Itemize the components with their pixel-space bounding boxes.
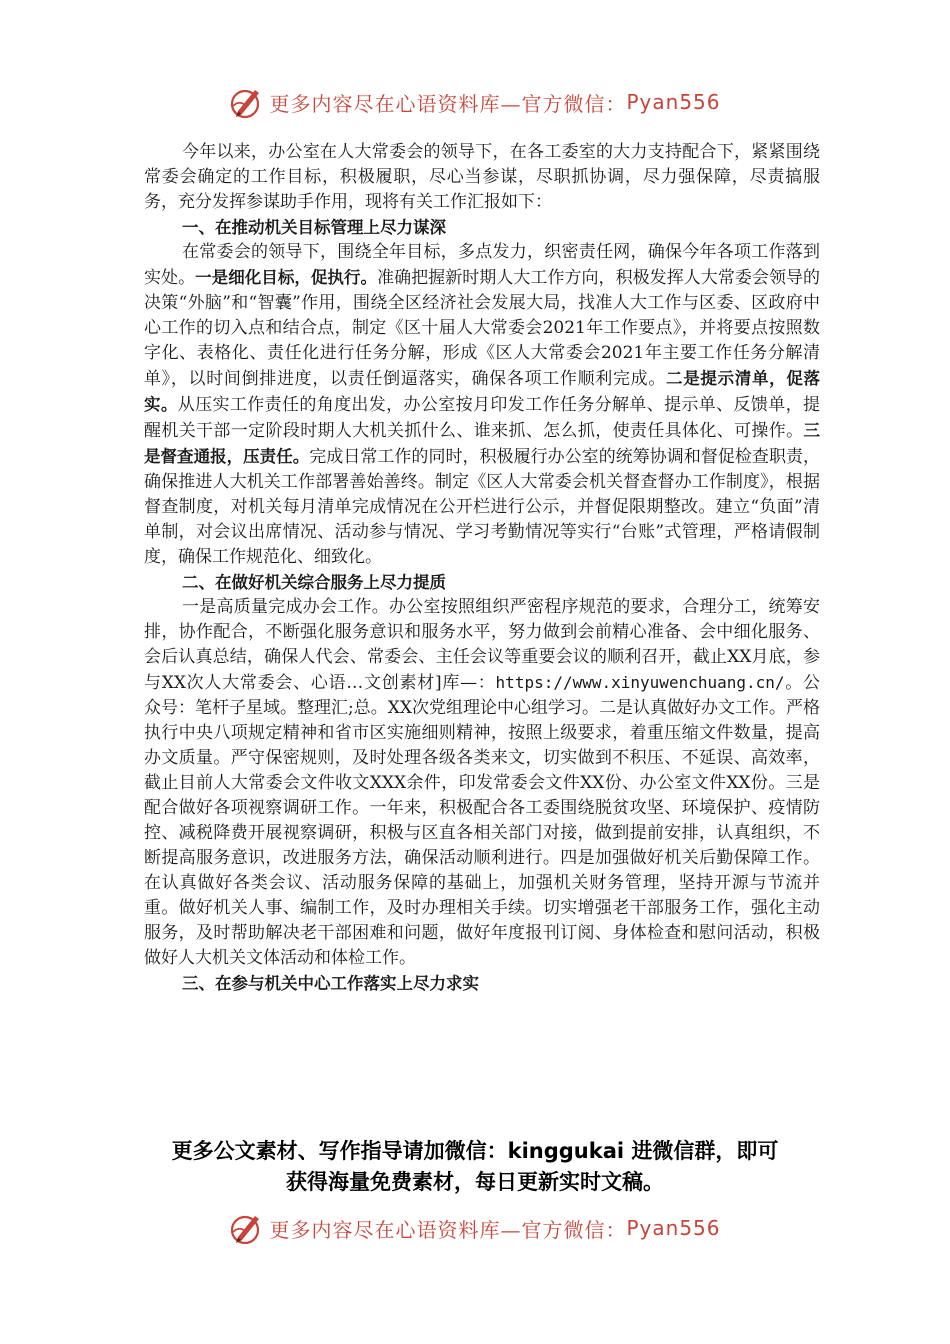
promo-notice	[100, 1136, 850, 1198]
section2-heading: 二、在做好机关综合服务上尽力提质	[182, 573, 446, 592]
section2-text-a: 一是高质量完成办会工作。办公室按照组织严密程序规范的要求，合理分工，统筹安排，协作配合，不断强化服务意识和服务水平，努力做到会前精心准备、会中细化服务、会后认真总结，确保人代会、常委会、主任会议等重要会议的顺利召开，截止XX月底，参与XX次人大常委会、心语…文创素材]库—：	[144, 597, 820, 693]
point3-title: 三是督查通报，压责任。	[144, 421, 820, 466]
banner-wechat-id: Pyan556	[626, 90, 721, 114]
footer-banner	[0, 1208, 950, 1248]
pen-circle-icon	[229, 84, 265, 120]
footer-banner-wechat-id: Pyan556	[626, 1216, 721, 1240]
point2-title: 二是提示清单，促落实。	[144, 369, 821, 414]
document-body	[144, 140, 820, 996]
section2-paragraph	[144, 595, 820, 971]
pen-circle-icon	[229, 1210, 265, 1246]
footer-banner-text: 更多内容尽在心语资料库—官方微信：	[269, 1217, 627, 1242]
section1-lead: 在常委会的领导下，围绕全年目标，多点发力，织密责任网，确保今年各项工作落到实处。	[144, 242, 820, 288]
promo-line-2: 获得海量免费素材，每日更新实时文稿。	[286, 1170, 664, 1194]
point1-text: 准确把握新时期人大工作方向，积极发挥人大常委会领导的决策“外脑”和“智囊”作用，围绕全区经济社会发展大局，找准人大工作与区委、区政府中心工作的切入点和结合点，制定《区十届人大常委会2021年工作要点》，并将要点按照数字化、表格化、责任化进行任务分解，形成《区人大常委会2021年主要工作任务分解清单》，以时间倒排进度，以责任倒逼落实，确保各项工作顺利完成。	[144, 268, 821, 389]
banner-text: 更多内容尽在心语资料库—官方微信：	[269, 91, 627, 116]
header-banner	[0, 82, 950, 122]
section1-paragraph	[144, 240, 820, 570]
website-url: https://www.xinyuwenchuang.cn/	[495, 673, 785, 692]
intro-paragraph: 今年以来，办公室在人大常委会的领导下，在各工委室的大力支持配合下，紧紧围绕常委会确定的工作目标，积极履职，尽心当参谋，尽职抓协调，尽力强保障，尽责搞服务，充分发挥参谋助手作用，现将有关工作汇报如下：	[144, 142, 820, 212]
section1-heading: 一、在推动机关目标管理上尽力谋深	[182, 218, 446, 237]
point3-text: 完成日常工作的同时，积极履行办公室的统筹协调和督促检查职责，确保推进人大机关工作部署善始善终。制定《区人大常委会机关督查督办工作制度》，根据督查制度，对机关每月清单完成情况在公开栏进行公示，并督促限期整改。建立“负面”清单制，对会议出席情况、活动参与情况、学习考勤情况等实行“台账”式管理，严格请假制度，确保工作规范化、细致化。	[144, 447, 821, 567]
point2-text: 从压实工作责任的角度出发，办公室按月印发工作任务分解单、提示单、反馈单，提醒机关干部一定阶段时期人大机关抓什么、谁来抓、怎么抓，使责任具体化、可操作。	[144, 395, 821, 441]
promo-line-1: 更多公文素材、写作指导请加微信：kinggukai 进微信群，即可	[171, 1139, 779, 1163]
point1-title: 一是细化目标，促执行。	[195, 268, 378, 287]
section3-heading: 三、在参与机关中心工作落实上尽力求实	[182, 974, 479, 993]
section2-text-b: 。公众号：笔杆子星域。整理汇;总。XX次党组理论中心组学习。二是认真做好办文工作。严格执行中央八项规定精神和省市区实施细则精神，按照上级要求，着重压缩文件数量，提高办文质量。严守保密规则，及时处理各级各类来文，切实做到不积压、不延误、高效率，截止目前人大常委会文件收文XXX余件，印发常委会文件XX份、办公室文件XX份。三是配合做好各项视察调研工作。一年来，积极配合各工委围绕脱贫攻坚、环境保护、疫情防控、减税降费开展视察调研，积极与区直各相关部门对接，做到提前安排，认真组织，不断提高服务意识，改进服务方法，确保活动顺利进行。四是加强做好机关后勤保障工作。在认真做好各类会议、活动服务保障的基础上，加强机关财务管理，坚持开源与节流并重。做好机关人事、编制工作，及时办理相关手续。切实增强老干部服务工作，强化主动服务，及时帮助解决老干部困难和问题，做好年度报刊订阅、身体检查和慰问活动，积极做好人大机关文体活动和体检工作。	[144, 673, 821, 968]
